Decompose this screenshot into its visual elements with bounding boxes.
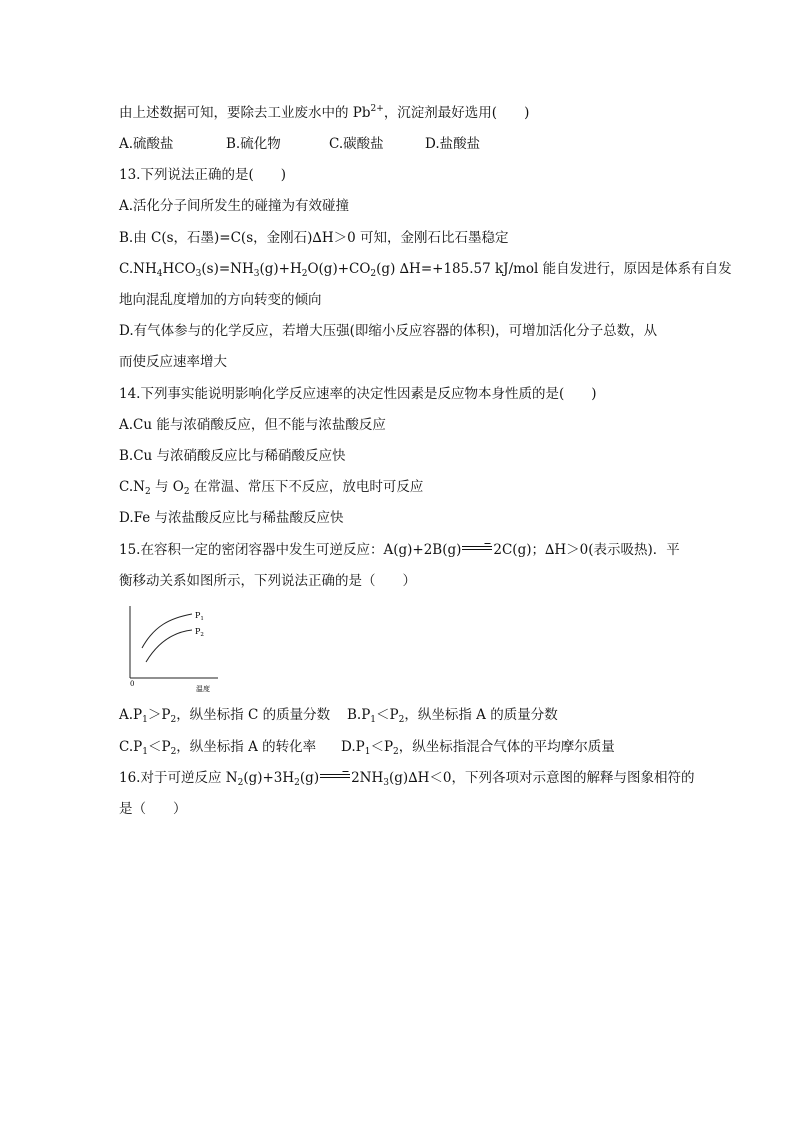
q15-options-cd [119, 738, 615, 756]
p2-label: $P_2$ [195, 627, 204, 638]
text: C.N [119, 479, 145, 495]
q12-option-a: A.硫酸盐 [119, 136, 174, 152]
p1-label: $P_1$ [195, 611, 204, 622]
q15-options-ab [119, 706, 558, 724]
text: ，纵坐标指 A 的转化率 [176, 739, 317, 755]
origin-label: 0 [130, 680, 135, 688]
q15-stem-line2: 衡移动关系如图所示，下列说法正确的是（ ） [119, 573, 416, 589]
text: (g) ∆H=+185.57 kJ/mol 能自发进行，原因是体系有自发 [376, 261, 732, 277]
subscript: 4 [156, 269, 163, 279]
subscript: 2 [370, 269, 377, 279]
text: 2C(g)；∆H＞0(表示吸热)．平 [493, 542, 680, 558]
subscript: 1 [142, 747, 148, 757]
q16-stem-line1 [119, 769, 694, 787]
intro-text-a: 由上述数据可知，要除去工业废水中的 Pb [119, 105, 371, 121]
subscript: 2 [398, 715, 405, 725]
subscript: 3 [195, 269, 202, 279]
text: ＜P [147, 739, 171, 755]
text: D.P [341, 739, 365, 755]
text: 16.对于可逆反应 N [119, 770, 238, 786]
text: 在常温、常压下不反应，放电时可反应 [189, 479, 424, 495]
reversible-arrow-icon [320, 771, 350, 781]
text: ＞P [147, 707, 171, 723]
q14-option-c [119, 478, 423, 496]
intro-text-b: ，沉淀剂最好选用( ) [383, 105, 530, 121]
subscript: 1 [364, 747, 371, 757]
q13-option-b: B.由 C(s，石墨)=C(s，金刚石)∆H＞0 可知，金刚石比石墨稳定 [119, 230, 509, 246]
text: C.NH [119, 261, 157, 277]
text: 15.在容积一定的密闭容器中发生可逆反应：A(g)+2B(g) [119, 542, 462, 558]
text: ＜P [376, 707, 399, 723]
text: O(g)+CO [307, 261, 371, 277]
subscript: 3 [383, 778, 390, 788]
text: ，纵坐标指 C 的质量分数 [176, 707, 331, 723]
q12-option-c: C.碳酸盐 [329, 136, 384, 152]
q12-option-b: B.硫化物 [226, 136, 281, 152]
text: C.P [119, 739, 143, 755]
q15-option-b [347, 706, 558, 724]
q12-options [119, 135, 480, 153]
subscript: 3 [253, 269, 260, 279]
text: HCO [162, 261, 196, 277]
q14-option-b: B.Cu 与浓硝酸反应比与稀硝酸反应快 [119, 448, 346, 464]
subscript: 2 [170, 747, 177, 757]
q13-stem: 13.下列说法正确的是( ) [119, 167, 287, 183]
text: ，纵坐标指混合气体的平均摩尔质量 [398, 739, 615, 755]
subscript: 2 [144, 487, 151, 497]
text: (g) [299, 770, 320, 786]
q14-stem: 14.下列事实能说明影响化学反应速率的决定性因素是反应物本身性质的是( ) [119, 386, 597, 402]
text: B.P [347, 707, 371, 723]
q13-option-c-cont: 地向混乱度增加的方向转变的倾向 [119, 292, 322, 308]
q12-option-d: D.盐酸盐 [425, 136, 481, 152]
p2-curve [146, 630, 192, 662]
text: (s)=NH [201, 261, 254, 277]
text: (g)+3H [243, 770, 295, 786]
text: 与 O [150, 479, 184, 495]
q15-option-c [119, 738, 341, 756]
q13-option-c [119, 260, 732, 278]
subscript: 1 [142, 715, 148, 725]
q14-option-d: D.Fe 与浓盐酸反应比与稀盐酸反应快 [119, 510, 344, 526]
equilibrium-graph [118, 602, 228, 694]
q13-option-d-cont: 而使反应速率增大 [119, 354, 227, 370]
q13-option-d: D.有气体参与的化学反应，若增大压强(即缩小反应容器的体积)，可增加活化分子总数，从 [119, 323, 658, 339]
subscript: 2 [393, 747, 399, 757]
q15-stem-line1 [119, 541, 680, 559]
subscript: 2 [170, 715, 177, 725]
subscript: 2 [183, 487, 190, 497]
x-axis-label: 温度 [196, 685, 210, 693]
subscript: 2 [301, 269, 308, 279]
text: A.P [119, 707, 143, 723]
text: ＜P [370, 739, 394, 755]
text: (g)∆H＜0，下列各项对示意图的解释与图象相符的 [389, 770, 695, 786]
subscript: 2 [237, 778, 244, 788]
q15-option-a [119, 706, 347, 724]
q13-option-a: A.活化分子间所发生的碰撞为有效碰撞 [119, 198, 350, 214]
subscript: 1 [370, 715, 377, 725]
q16-stem-line2: 是（ ） [119, 801, 187, 817]
text: 2NH [351, 770, 384, 786]
text: ，纵坐标指 A 的质量分数 [404, 707, 558, 723]
text: (g)+H [259, 261, 302, 277]
reversible-arrow-icon [462, 543, 492, 553]
q14-option-a: A.Cu 能与浓硝酸反应，但不能与浓盐酸反应 [119, 417, 386, 433]
subscript: 2 [294, 778, 300, 788]
q15-option-d [341, 738, 615, 756]
intro-line [119, 104, 529, 122]
intro-sup: 2+ [370, 104, 384, 114]
